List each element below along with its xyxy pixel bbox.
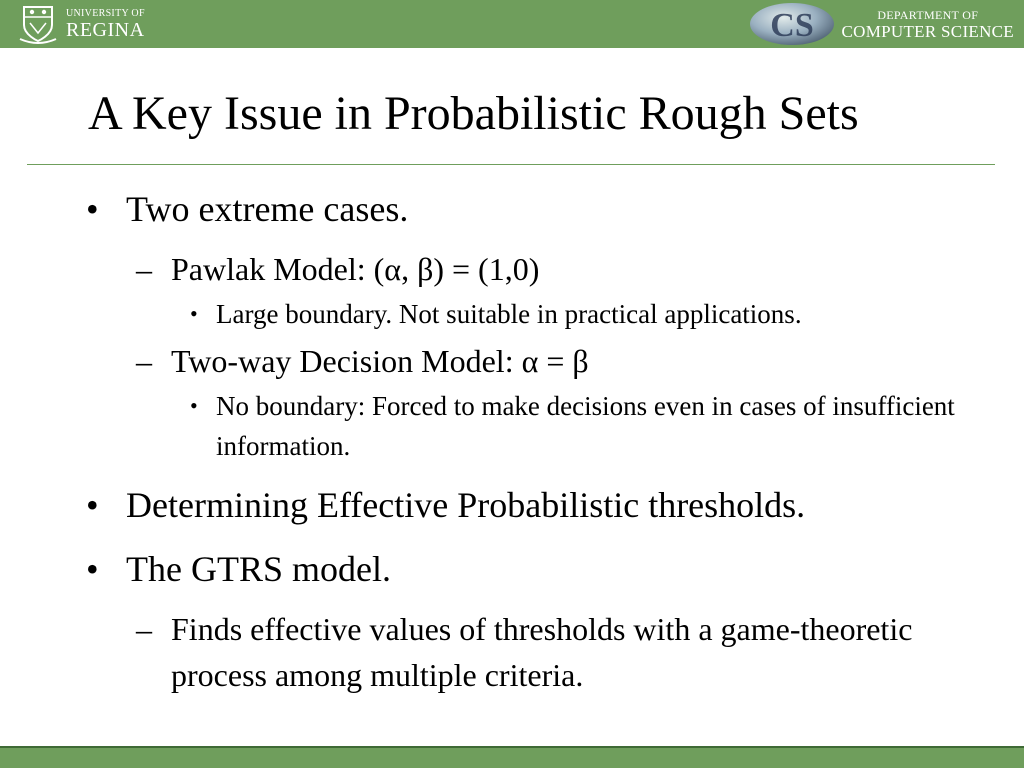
bullet-marker: • (86, 485, 99, 525)
sub-sub-bullet-text: Large boundary. Not suitable in practical applications. (216, 299, 802, 329)
bullet-marker: • (190, 301, 198, 326)
sub-bullet-text: Pawlak Model: (α, β) = (1,0) (171, 251, 540, 287)
bullet-text: Two extreme cases. (126, 189, 409, 229)
sub-bullet-text: Two-way Decision Model: α = β (171, 343, 589, 379)
sub-bullet-item (136, 606, 1006, 698)
cs-logo-icon (748, 2, 836, 46)
title-divider (27, 164, 995, 165)
department-label: COMPUTER SCIENCE (841, 21, 1014, 41)
sub-sub-bullet-item (190, 386, 1006, 466)
slide-content (86, 188, 1006, 700)
dash-marker: – (136, 343, 152, 379)
header-bar (0, 0, 1024, 48)
bullet-marker: • (86, 549, 99, 589)
bullet-marker: • (190, 393, 198, 418)
sub-bullet-item (136, 246, 1006, 292)
dash-marker: – (136, 251, 152, 287)
cs-logo-text: CS (769, 7, 814, 44)
sub-sub-bullet-item (190, 294, 1006, 334)
bullet-text: The GTRS model. (126, 549, 391, 589)
department-logo (748, 2, 1014, 46)
bullet-marker: • (86, 189, 99, 229)
university-crest-icon (18, 3, 58, 45)
sub-sub-bullet-text: No boundary: Forced to make decisions even in cases of insufficient information. (216, 391, 955, 461)
university-label-small: UNIVERSITY OF (66, 7, 145, 19)
bullet-text: Determining Effective Probabilistic thresholds. (126, 485, 806, 525)
bullet-item (86, 484, 1006, 526)
university-logo (18, 2, 145, 46)
slide-title: A Key Issue in Probabilistic Rough Sets (88, 87, 859, 140)
footer-bar (0, 746, 1024, 768)
sub-bullet-item (136, 338, 1006, 384)
university-label: REGINA (66, 18, 145, 41)
sub-bullet-text: Finds effective values of thresholds with a game-theoretic process among multiple criteria. (171, 611, 913, 693)
dash-marker: – (136, 611, 152, 647)
bullet-item (86, 188, 1006, 230)
bullet-item (86, 548, 1006, 590)
department-label-small: DEPARTMENT OF (877, 7, 979, 22)
